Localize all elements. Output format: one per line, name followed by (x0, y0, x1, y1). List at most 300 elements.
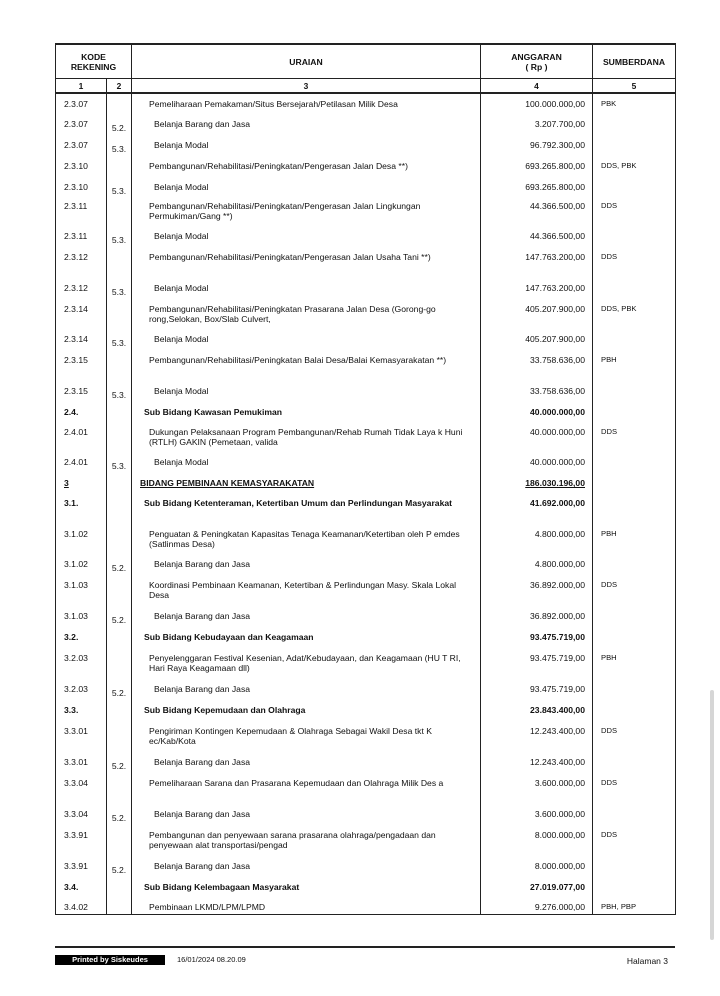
anggaran-cell (481, 773, 593, 804)
subkode-cell-text: 5.2. (111, 761, 127, 771)
subkode-cell-text: 5.3. (111, 338, 127, 348)
subkode-cell (107, 897, 132, 914)
kode-cell (56, 196, 107, 226)
kode-cell (56, 700, 107, 721)
kode-cell-text: 3.2.03 (64, 653, 88, 663)
sumberdana-cell-text: PBH (601, 355, 617, 364)
subkode-cell (107, 825, 132, 856)
subkode-cell-text: 5.2. (111, 123, 127, 133)
subkode-cell (107, 156, 132, 177)
sumberdana-cell-text: DDS (601, 726, 618, 735)
uraian-cell (132, 114, 481, 135)
table-row (56, 679, 676, 700)
kode-cell-text: 2.4.01 (64, 457, 88, 467)
header-uraian: URAIAN (132, 44, 481, 79)
sumberdana-cell (593, 575, 676, 606)
anggaran-cell-text: 27.019.077,00 (530, 882, 585, 892)
anggaran-cell (481, 156, 593, 177)
kode-cell (56, 804, 107, 825)
uraian-cell (132, 452, 481, 473)
subkode-cell (107, 196, 132, 226)
uraian-cell-text: Pembangunan/Rehabilitasi/Peningkatan/Pengerasan Jalan Desa **) (149, 161, 408, 171)
uraian-cell (132, 752, 481, 773)
subkode-cell (107, 402, 132, 422)
subkode-cell (107, 135, 132, 156)
sumberdana-cell (593, 804, 676, 825)
anggaran-cell (481, 524, 593, 554)
anggaran-cell (481, 679, 593, 700)
anggaran-cell-text: 93.475.719,00 (530, 684, 585, 694)
anggaran-cell (481, 554, 593, 575)
sumberdana-cell (593, 196, 676, 226)
kode-cell (56, 493, 107, 524)
print-timestamp: 16/01/2024 08.20.09 (177, 955, 246, 964)
subkode-cell (107, 700, 132, 721)
anggaran-cell (481, 897, 593, 914)
kode-cell-text: 3.4.02 (64, 902, 88, 912)
uraian-cell (132, 554, 481, 575)
anggaran-cell (481, 350, 593, 381)
table-row (56, 422, 676, 452)
sumberdana-cell (593, 877, 676, 897)
kode-cell-text: 2.4.01 (64, 427, 88, 437)
uraian-cell-text: Pembangunan dan penyewaan sarana prasarana olahraga/pengadaan dan penyewaan alat transportasi/pengad (149, 830, 436, 850)
kode-cell (56, 329, 107, 350)
subkode-cell-text: 5.2. (111, 615, 127, 625)
anggaran-cell-text: 186.030.196,00 (525, 478, 585, 488)
sumberdana-cell-text: DDS (601, 201, 618, 210)
anggaran-cell-text: 3.207.700,00 (534, 119, 585, 129)
sumberdana-cell-text: PBH, PBP (601, 902, 637, 911)
anggaran-cell (481, 877, 593, 897)
anggaran-cell (481, 856, 593, 877)
subkode-cell (107, 679, 132, 700)
anggaran-cell (481, 575, 593, 606)
uraian-cell (132, 493, 481, 524)
page-number: Halaman 3 (626, 956, 668, 966)
uraian-cell (132, 473, 481, 493)
kode-cell-text: 3.1.02 (64, 559, 88, 569)
sumberdana-cell (593, 93, 676, 114)
kode-cell (56, 627, 107, 648)
uraian-cell (132, 804, 481, 825)
anggaran-cell-text: 100.000.000,00 (525, 99, 585, 109)
uraian-cell (132, 648, 481, 679)
table-row (56, 493, 676, 524)
anggaran-cell-text: 405.207.900,00 (525, 304, 585, 314)
footer-divider (55, 946, 675, 948)
sumberdana-cell-text: PBH (601, 653, 617, 662)
anggaran-cell-text: 8.000.000,00 (534, 830, 585, 840)
table-row (56, 648, 676, 679)
subkode-cell (107, 350, 132, 381)
anggaran-cell-text: 41.692.000,00 (530, 498, 585, 508)
kode-cell-text: 2.4. (64, 407, 79, 417)
kode-cell (56, 877, 107, 897)
kode-cell (56, 135, 107, 156)
kode-cell (56, 114, 107, 135)
subkode-cell-text: 5.3. (111, 144, 127, 154)
anggaran-cell-text: 33.758.636,00 (530, 386, 585, 396)
anggaran-cell (481, 226, 593, 247)
sumberdana-cell (593, 177, 676, 196)
subkode-cell-text: 5.2. (111, 563, 127, 573)
anggaran-cell-text: 33.758.636,00 (530, 355, 585, 365)
uraian-cell (132, 135, 481, 156)
kode-cell (56, 679, 107, 700)
anggaran-cell (481, 114, 593, 135)
subkode-cell-text: 5.3. (111, 287, 127, 297)
table-row (56, 135, 676, 156)
uraian-cell-text: Pemeliharaan Sarana dan Prasarana Kepemudaan dan Olahraga Milik Des a (149, 778, 444, 788)
kode-cell-text: 3.3.91 (64, 861, 88, 871)
kode-cell-text: 3.3.01 (64, 757, 88, 767)
subkode-cell (107, 422, 132, 452)
sumberdana-cell (593, 247, 676, 278)
sumberdana-cell-text: DDS, PBK (601, 161, 637, 170)
anggaran-cell (481, 627, 593, 648)
sumberdana-cell (593, 524, 676, 554)
subkode-cell (107, 493, 132, 524)
anggaran-cell-text: 12.243.400,00 (530, 726, 585, 736)
budget-table (55, 43, 676, 915)
anggaran-cell-text: 3.600.000,00 (534, 809, 585, 819)
sumberdana-cell (593, 278, 676, 299)
sumberdana-cell-text: PBH (601, 529, 617, 538)
uraian-cell (132, 575, 481, 606)
sumberdana-cell (593, 402, 676, 422)
subkode-cell (107, 381, 132, 402)
sumberdana-cell (593, 452, 676, 473)
uraian-cell-text: Belanja Barang dan Jasa (154, 611, 251, 621)
anggaran-cell (481, 247, 593, 278)
kode-cell-text: 2.3.07 (64, 99, 88, 109)
uraian-cell (132, 350, 481, 381)
sumberdana-cell (593, 422, 676, 452)
uraian-cell-text: Belanja Barang dan Jasa (154, 119, 251, 129)
subkode-cell (107, 627, 132, 648)
subkode-cell (107, 299, 132, 329)
anggaran-cell-text: 405.207.900,00 (525, 334, 585, 344)
uraian-cell (132, 721, 481, 752)
sumberdana-cell (593, 606, 676, 627)
anggaran-cell-text: 23.843.400,00 (530, 705, 585, 715)
sumberdana-cell (593, 493, 676, 524)
anggaran-cell-text: 12.243.400,00 (530, 757, 585, 767)
uraian-cell-text: Pemeliharaan Pemakaman/Situs Bersejarah/Petilasan Milik Desa (149, 99, 398, 109)
uraian-cell (132, 524, 481, 554)
uraian-cell-text: Belanja Barang dan Jasa (154, 809, 251, 819)
kode-cell (56, 381, 107, 402)
table-row (56, 575, 676, 606)
subkode-cell (107, 606, 132, 627)
kode-cell (56, 247, 107, 278)
anggaran-cell-text: 44.366.500,00 (530, 201, 585, 211)
table-row (56, 554, 676, 575)
uraian-cell-text: Belanja Barang dan Jasa (154, 861, 251, 871)
kode-cell-text: 2.3.07 (64, 140, 88, 150)
subkode-cell (107, 114, 132, 135)
uraian-cell (132, 196, 481, 226)
anggaran-cell-text: 8.000.000,00 (534, 861, 585, 871)
printed-by-label: Printed by Siskeudes (55, 955, 165, 965)
anggaran-cell-text: 4.800.000,00 (534, 529, 585, 539)
subkode-cell (107, 452, 132, 473)
subkode-cell-text: 5.3. (111, 390, 127, 400)
scrollbar[interactable] (710, 690, 714, 940)
kode-cell-text: 3.3.01 (64, 726, 88, 736)
anggaran-cell (481, 473, 593, 493)
sumberdana-cell (593, 299, 676, 329)
anggaran-cell-text: 4.800.000,00 (534, 559, 585, 569)
uraian-cell (132, 226, 481, 247)
uraian-cell-text: Sub Bidang Kawasan Pemukiman (144, 407, 283, 417)
anggaran-cell (481, 135, 593, 156)
table-row (56, 93, 676, 114)
kode-cell (56, 156, 107, 177)
kode-cell (56, 350, 107, 381)
uraian-cell-text: Belanja Barang dan Jasa (154, 684, 251, 694)
table-row (56, 329, 676, 350)
anggaran-cell (481, 804, 593, 825)
subkode-cell (107, 524, 132, 554)
anggaran-cell-text: 93.475.719,00 (530, 632, 585, 642)
uraian-cell (132, 627, 481, 648)
uraian-cell-text: Belanja Modal (154, 140, 209, 150)
kode-cell-text: 2.3.14 (64, 334, 88, 344)
sumberdana-cell (593, 897, 676, 914)
anggaran-cell-text: 9.276.000,00 (534, 902, 585, 912)
kode-cell (56, 299, 107, 329)
subkode-cell (107, 773, 132, 804)
table-row (56, 856, 676, 877)
anggaran-cell-text: 44.366.500,00 (530, 231, 585, 241)
table-row (56, 156, 676, 177)
sumberdana-cell (593, 627, 676, 648)
uraian-cell (132, 278, 481, 299)
sumberdana-cell (593, 156, 676, 177)
uraian-cell-text: BIDANG PEMBINAAN KEMASYARAKATAN (140, 478, 315, 488)
kode-cell (56, 721, 107, 752)
sumberdana-cell (593, 329, 676, 350)
anggaran-cell (481, 329, 593, 350)
kode-cell-text: 3.3. (64, 705, 79, 715)
sumberdana-cell-text: DDS (601, 252, 618, 261)
kode-cell-text: 2.3.07 (64, 119, 88, 129)
table-row (56, 452, 676, 473)
uraian-cell-text: Penyelenggaran Festival Kesenian, Adat/Kebudayaan, dan Keagamaan (HU T RI, Hari Raya Keagamaan dll) (149, 653, 461, 673)
subkode-cell (107, 856, 132, 877)
header-col-number: 1 (56, 79, 107, 94)
table-row (56, 627, 676, 648)
sumberdana-cell (593, 554, 676, 575)
anggaran-cell (481, 278, 593, 299)
anggaran-cell-text: 93.475.719,00 (530, 653, 585, 663)
anggaran-cell-text: 40.000.000,00 (530, 407, 585, 417)
anggaran-cell-text: 693.265.800,00 (525, 182, 585, 192)
anggaran-cell (481, 402, 593, 422)
table-row (56, 177, 676, 196)
uraian-cell (132, 422, 481, 452)
anggaran-cell-text: 40.000.000,00 (530, 457, 585, 467)
kode-cell-text: 2.3.15 (64, 386, 88, 396)
kode-cell (56, 752, 107, 773)
table-row (56, 752, 676, 773)
uraian-cell (132, 877, 481, 897)
kode-cell-text: 2.3.12 (64, 252, 88, 262)
anggaran-cell (481, 493, 593, 524)
uraian-cell-text: Belanja Modal (154, 457, 209, 467)
uraian-cell (132, 329, 481, 350)
table-row (56, 402, 676, 422)
kode-cell-text: 3.1.03 (64, 611, 88, 621)
kode-cell-text: 2.3.15 (64, 355, 88, 365)
subkode-cell (107, 721, 132, 752)
anggaran-cell-text: 40.000.000,00 (530, 427, 585, 437)
kode-cell-text: 3.1.03 (64, 580, 88, 590)
table-body (56, 93, 676, 914)
subkode-cell-text: 5.2. (111, 813, 127, 823)
table-row (56, 773, 676, 804)
table-row (56, 196, 676, 226)
sumberdana-cell (593, 752, 676, 773)
header-col-number: 2 (107, 79, 132, 94)
kode-cell (56, 606, 107, 627)
sumberdana-cell-text: DDS (601, 427, 618, 436)
uraian-cell (132, 773, 481, 804)
kode-cell (56, 554, 107, 575)
table-row (56, 877, 676, 897)
table-row (56, 897, 676, 914)
anggaran-cell-text: 147.763.200,00 (525, 283, 585, 293)
kode-cell-text: 3.1. (64, 498, 79, 508)
kode-cell-text: 3.3.91 (64, 830, 88, 840)
subkode-cell (107, 177, 132, 196)
header-sumberdana: SUMBERDANA (593, 44, 676, 79)
sumberdana-cell (593, 114, 676, 135)
uraian-cell (132, 606, 481, 627)
kode-cell-text: 2.3.11 (64, 201, 88, 211)
anggaran-cell-text: 96.792.300,00 (530, 140, 585, 150)
sumberdana-cell-text: DDS, PBK (601, 304, 637, 313)
uraian-cell-text: Sub Bidang Kepemudaan dan Olahraga (144, 705, 306, 715)
kode-cell (56, 422, 107, 452)
table-row (56, 381, 676, 402)
subkode-cell (107, 877, 132, 897)
uraian-cell-text: Pembangunan/Rehabilitasi/Peningkatan Balai Desa/Balai Kemasyarakatan **) (149, 355, 447, 365)
uraian-cell (132, 156, 481, 177)
subkode-cell (107, 473, 132, 493)
sumberdana-cell (593, 721, 676, 752)
kode-cell-text: 2.3.14 (64, 304, 88, 314)
uraian-cell-text: Pembinaan LKMD/LPM/LPMD (149, 902, 266, 912)
subkode-cell (107, 554, 132, 575)
uraian-cell (132, 402, 481, 422)
uraian-cell-text: Belanja Modal (154, 182, 209, 192)
header-kode-rekening: KODE REKENING (56, 44, 132, 79)
uraian-cell (132, 299, 481, 329)
table-row (56, 721, 676, 752)
sumberdana-cell (593, 350, 676, 381)
anggaran-cell (481, 606, 593, 627)
subkode-cell (107, 752, 132, 773)
anggaran-cell (481, 452, 593, 473)
anggaran-cell-text: 3.600.000,00 (534, 778, 585, 788)
subkode-cell-text: 5.2. (111, 688, 127, 698)
sumberdana-cell-text: PBK (601, 99, 617, 108)
kode-cell (56, 825, 107, 856)
anggaran-cell-text: 36.892.000,00 (530, 611, 585, 621)
sumberdana-cell-text: DDS (601, 580, 618, 589)
subkode-cell-text: 5.2. (111, 865, 127, 875)
sumberdana-cell-text: DDS (601, 778, 618, 787)
sumberdana-cell (593, 473, 676, 493)
uraian-cell (132, 679, 481, 700)
kode-cell-text: 3.4. (64, 882, 79, 892)
sumberdana-cell (593, 679, 676, 700)
uraian-cell-text: Pengiriman Kontingen Kepemudaan & Olahraga Sebagai Wakil Desa tkt K ec/Kab/Kota (149, 726, 432, 746)
anggaran-cell (481, 381, 593, 402)
kode-cell-text: 3.2. (64, 632, 79, 642)
anggaran-cell (481, 648, 593, 679)
anggaran-cell-text: 147.763.200,00 (525, 252, 585, 262)
table-row (56, 825, 676, 856)
anggaran-cell (481, 93, 593, 114)
sumberdana-cell (593, 773, 676, 804)
uraian-cell (132, 897, 481, 914)
kode-cell (56, 452, 107, 473)
anggaran-cell-text: 693.265.800,00 (525, 161, 585, 171)
anggaran-cell (481, 721, 593, 752)
uraian-cell (132, 93, 481, 114)
sumberdana-cell (593, 825, 676, 856)
table-row (56, 278, 676, 299)
kode-cell (56, 278, 107, 299)
uraian-cell-text: Belanja Modal (154, 231, 209, 241)
uraian-cell-text: Sub Bidang Kelembagaan Masyarakat (144, 882, 300, 892)
table-row (56, 804, 676, 825)
uraian-cell-text: Belanja Modal (154, 334, 209, 344)
uraian-cell (132, 856, 481, 877)
table-row (56, 473, 676, 493)
sumberdana-cell (593, 226, 676, 247)
uraian-cell-text: Pembangunan/Rehabilitasi/Peningkatan Prasarana Jalan Desa (Gorong-go rong,Selokan, Box/Slab Culvert, (149, 304, 436, 324)
kode-cell-text: 3.3.04 (64, 778, 88, 788)
kode-cell-text: 2.3.10 (64, 182, 88, 192)
kode-cell (56, 773, 107, 804)
uraian-cell-text: Belanja Modal (154, 283, 209, 293)
kode-cell (56, 575, 107, 606)
uraian-cell (132, 700, 481, 721)
uraian-cell-text: Koordinasi Pembinaan Keamanan, Ketertiban & Perlindungan Masy. Skala Lokal Desa (149, 580, 457, 600)
subkode-cell (107, 247, 132, 278)
subkode-cell (107, 278, 132, 299)
header-col-number: 4 (481, 79, 593, 94)
uraian-cell (132, 247, 481, 278)
kode-cell-text: 3.3.04 (64, 809, 88, 819)
kode-cell (56, 897, 107, 914)
subkode-cell (107, 226, 132, 247)
subkode-cell-text: 5.3. (111, 461, 127, 471)
subkode-cell (107, 575, 132, 606)
uraian-cell-text: Pembangunan/Rehabilitasi/Peningkatan/Pengerasan Jalan Usaha Tani **) (149, 252, 431, 262)
kode-cell-text: 3 (64, 478, 69, 488)
anggaran-cell-text: 36.892.000,00 (530, 580, 585, 590)
table-header (56, 44, 676, 93)
subkode-cell (107, 329, 132, 350)
kode-cell (56, 93, 107, 114)
subkode-cell-text: 5.3. (111, 235, 127, 245)
